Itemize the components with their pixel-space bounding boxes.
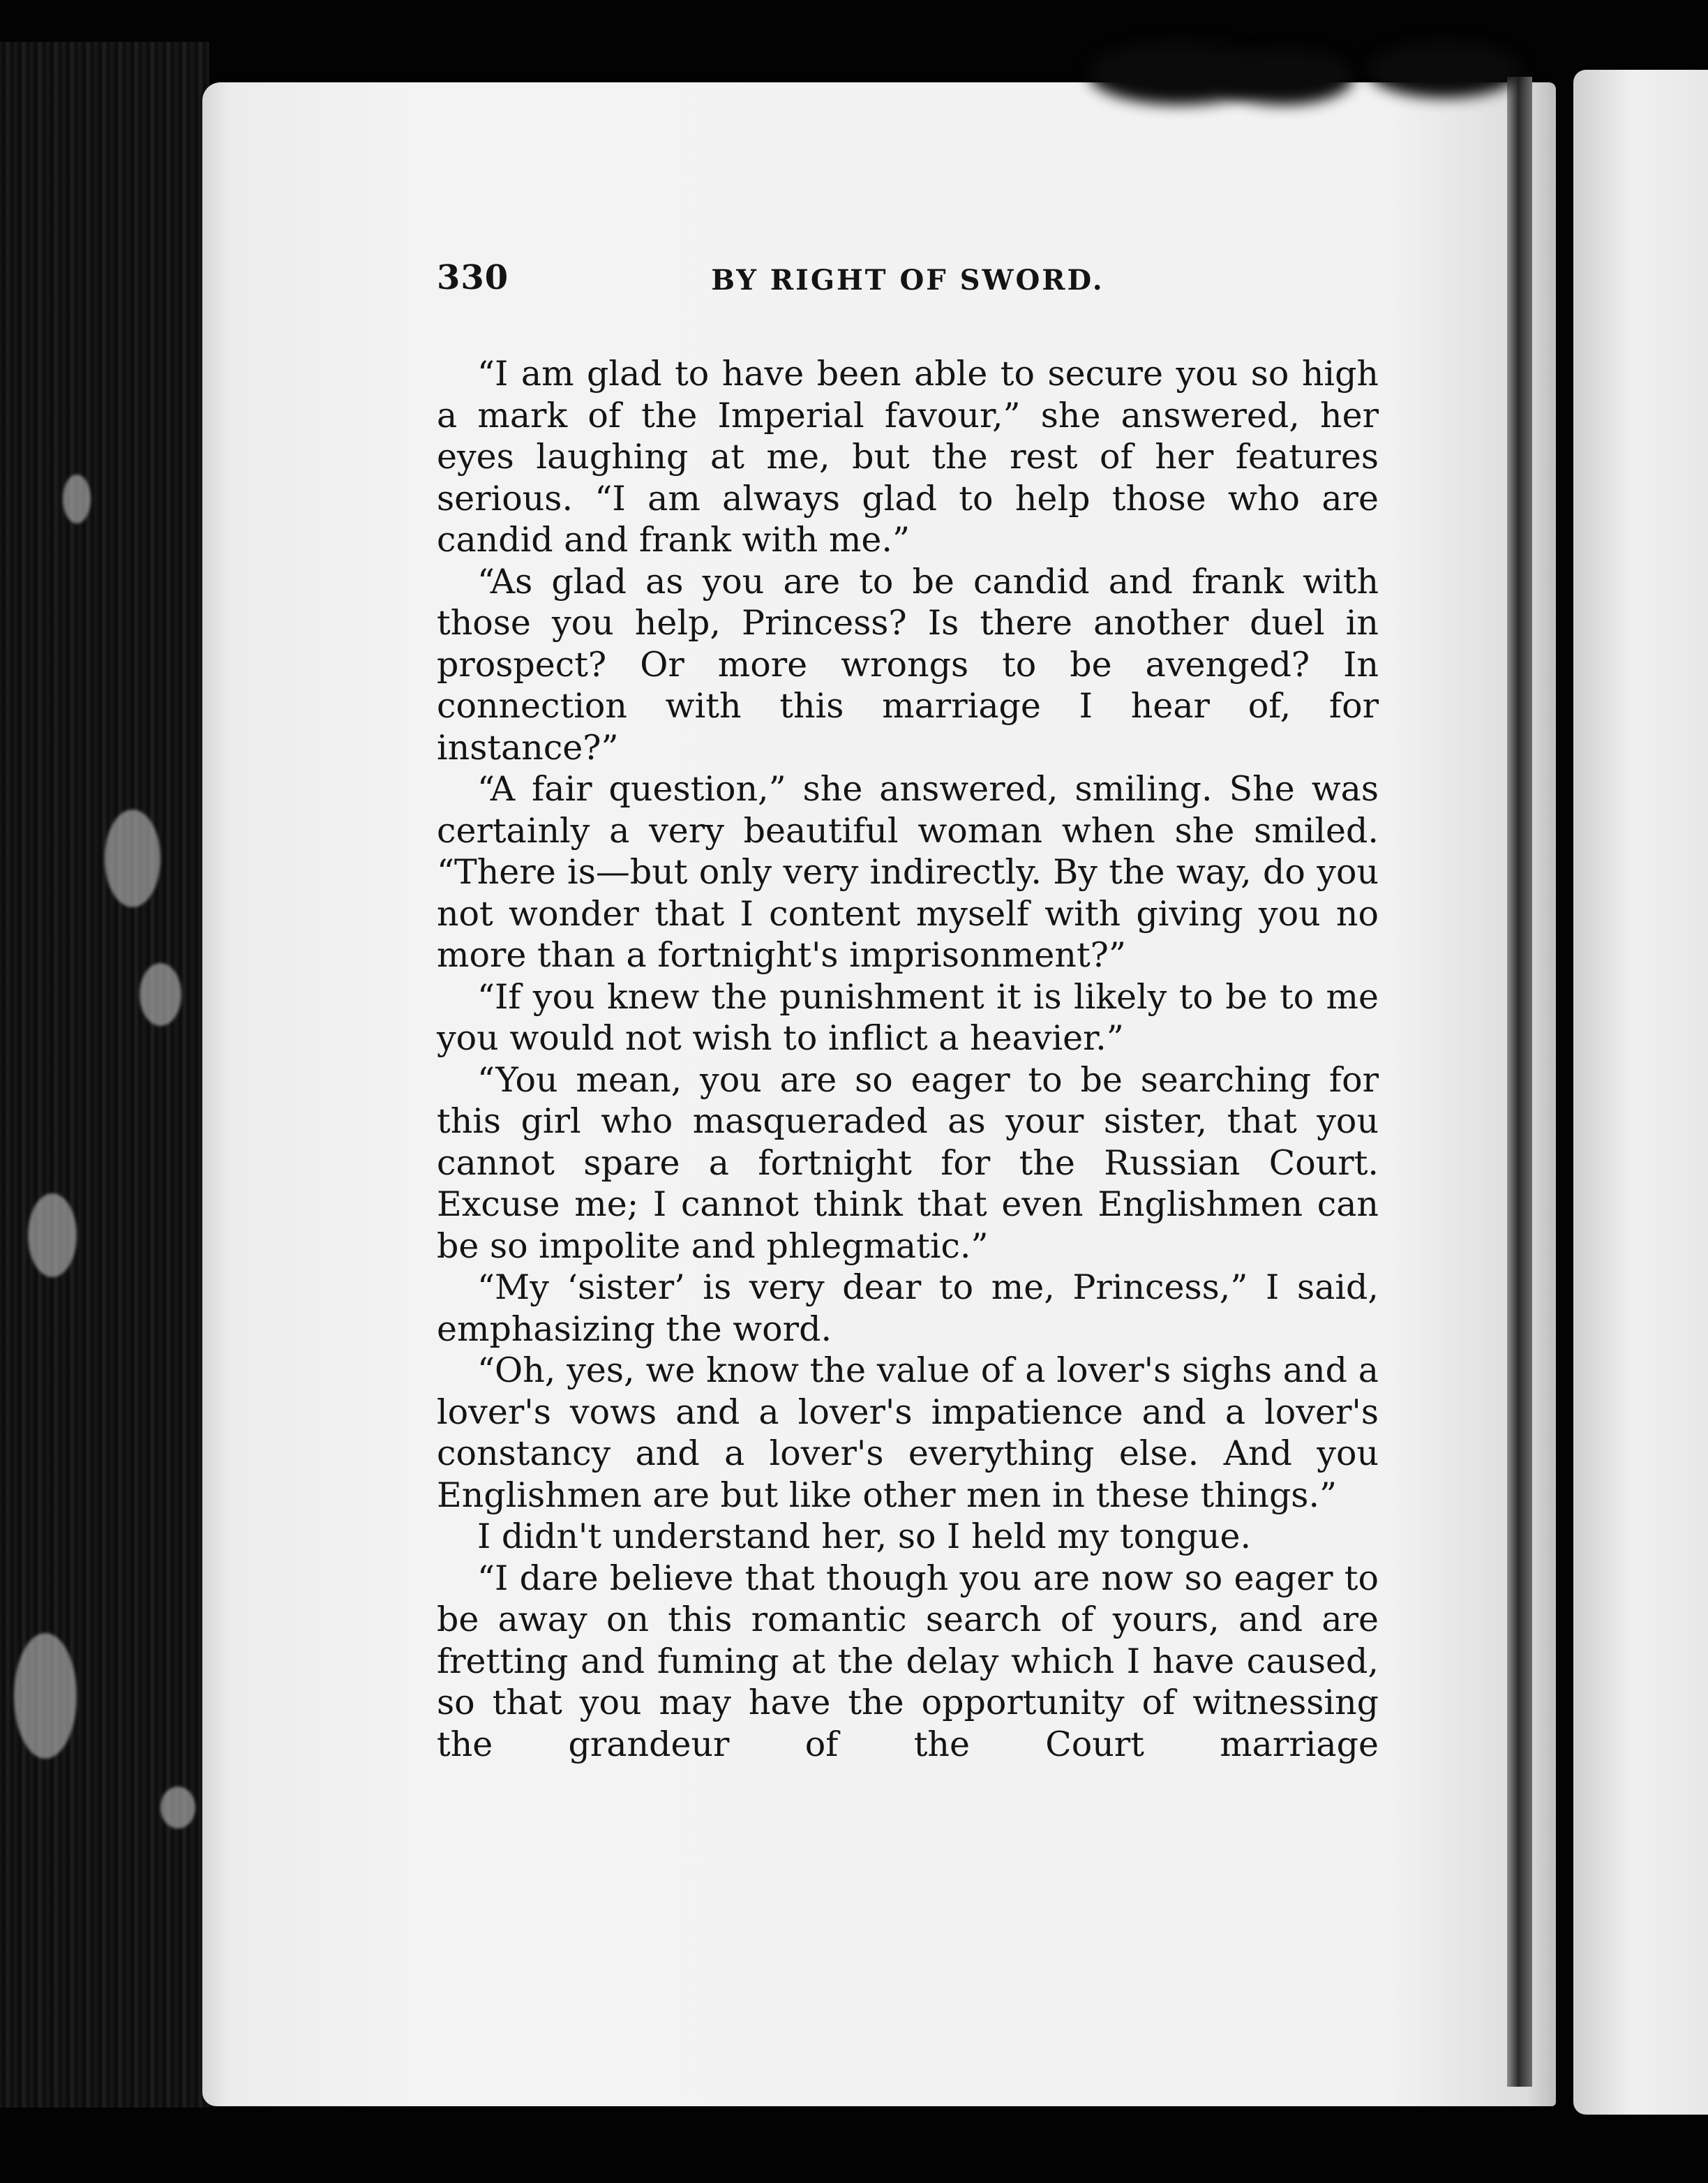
- page-text: [437, 258, 1379, 1765]
- paragraph: “I dare believe that though you are now so eager to be away on this romantic search of yours, and are fretting and fuming at the delay which I have caused, so that you may have the opportunity of witnessing the grandeur of the Court marriage: [437, 1558, 1379, 1764]
- page-number: 330: [437, 258, 509, 297]
- running-title: BY RIGHT OF SWORD.: [711, 264, 1104, 297]
- paragraph: I didn't understand her, so I held my tongue.: [477, 1517, 1252, 1556]
- page-edge-shadow: [1507, 77, 1532, 2087]
- paragraph: “Oh, yes, we know the value of a lover's sighs and a lover's vows and a lover's impatience and a lover's constancy and a lover's everything else. And you Englishmen are but like other men in these things.”: [437, 1350, 1379, 1515]
- paragraph: “A fair question,” she answered, smiling. She was certainly a very beautiful woman when she smiled. “There is—but only very indirectly. By the way, do you not wonder that I content myself with giving you no more than a fortnight's imprisonment?”: [437, 769, 1379, 975]
- paragraph: “I am glad to have been able to secure you so high a mark of the Imperial favour,” she answered, her eyes laughing at me, but the rest of her features serious. “I am always glad to help those who are candid and frank with me.”: [437, 354, 1379, 560]
- paragraph: “My ‘sister’ is very dear to me, Princess,” I said, emphasizing the word.: [437, 1267, 1379, 1349]
- scan-smudge: [1214, 49, 1354, 105]
- paragraph: “If you knew the punishment it is likely to be to me you would not wish to inflict a heavier.”: [437, 976, 1379, 1058]
- book-binding: [0, 42, 209, 2108]
- body-text: [437, 353, 1379, 1765]
- paragraph: “As glad as you are to be candid and frank with those you help, Princess? Is there another duel in prospect? Or more wrongs to be avenged? In connection with this marriage I hear of, for instance?”: [437, 561, 1379, 768]
- paragraph: “You mean, you are so eager to be searching for this girl who masqueraded as your sister, that you cannot spare a fortnight for the Russian Court. Excuse me; I cannot think that even Englishmen can be so impolite and phlegmatic.”: [437, 1059, 1379, 1266]
- running-head: [437, 258, 1379, 307]
- scan-smudge: [1368, 42, 1521, 98]
- adjacent-page: [1573, 70, 1708, 2115]
